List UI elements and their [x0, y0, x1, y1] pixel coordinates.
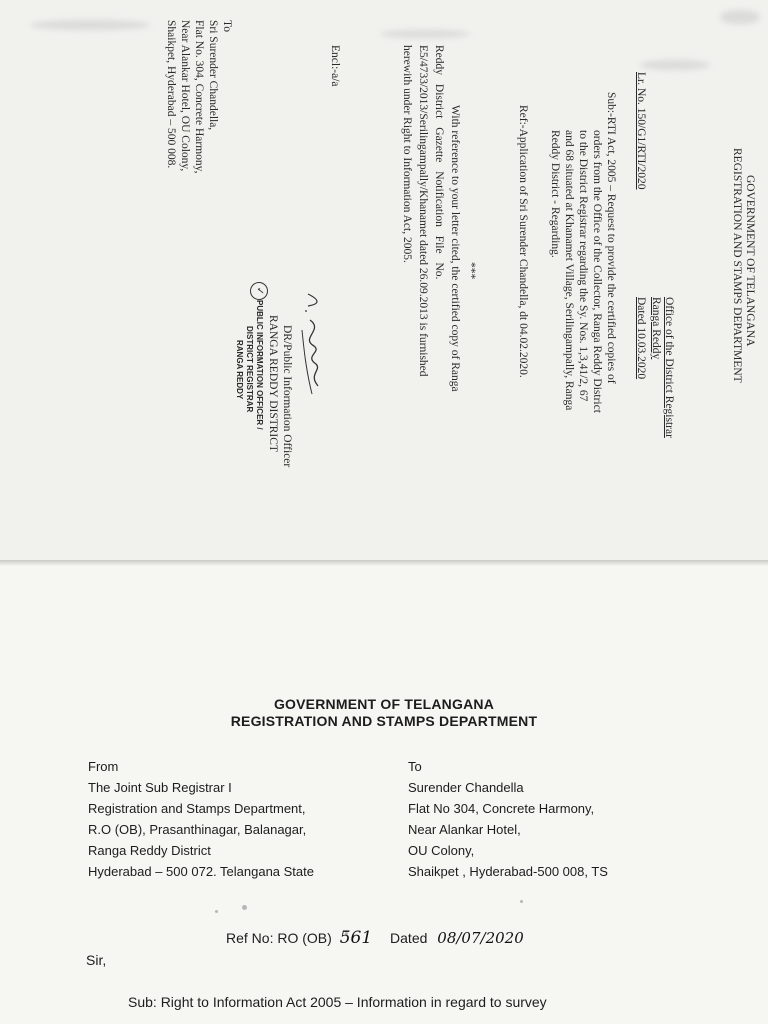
- signatory-district: RANGA REDDY DISTRICT: [267, 315, 279, 452]
- to-line: Shaikpet , Hyderabad-500 008, TS: [408, 864, 608, 879]
- body-line: herewith under Right to Information Act, 2005.: [401, 45, 413, 263]
- to-line: Near Alankar Hotel,: [408, 822, 521, 837]
- subject-line: and 68 situated at Khanamet Village, Serilingampally, Ranga: [563, 130, 575, 411]
- letter-header-line1: GOVERNMENT OF TELANGANA: [273, 696, 495, 712]
- from-line: The Joint Sub Registrar I: [88, 780, 232, 795]
- enclosure-note: Encl:-a/a: [329, 45, 341, 87]
- to-line: To: [221, 20, 233, 32]
- to-line: Near Alankar Hotel, OU Colony,: [179, 20, 191, 172]
- office-line2: Ranga Reddy: [650, 297, 662, 360]
- office-dated: Dated 10.03.2020: [635, 297, 647, 380]
- to-address: [408, 756, 608, 882]
- to-line: Shaikpet, Hyderabad – 500 008.: [165, 20, 177, 169]
- body-line: With reference to your letter cited, the certified copy of Ranga: [449, 105, 461, 392]
- from-line: R.O (OB), Prasanthinagar, Balanagar,: [88, 822, 307, 837]
- to-line: OU Colony,: [408, 843, 475, 858]
- from-line: Registration and Stamps Department,: [88, 801, 306, 816]
- letter-number: Lr. No. 150/G1/RTI/2020: [635, 72, 647, 190]
- handwritten-signature: [294, 290, 328, 400]
- subject-line: Reddy District - Regarding.: [549, 130, 561, 258]
- subject-line: orders from the Office of the Collector, Ranga Reddy District: [591, 130, 603, 413]
- official-stamp-icon: ✓: [250, 282, 268, 300]
- ref-number-handwritten: 561: [339, 928, 373, 948]
- subject-line: Sub: Right to Information Act 2005 – Information in regard to survey: [128, 994, 547, 1010]
- signatory-title: DR/Public Information Officer: [281, 325, 293, 468]
- from-line: From: [88, 759, 119, 774]
- office-line1: Office of the District Registrar: [663, 297, 675, 438]
- rti-response-letter: [0, 560, 768, 1024]
- stamp-line1: PUBLIC INFORMATION OFFICER /: [255, 300, 264, 430]
- to-line: To: [408, 759, 422, 774]
- from-address: [88, 756, 314, 882]
- to-line: Flat No 304, Concrete Harmony,: [408, 801, 595, 816]
- reference-number-line: [226, 928, 524, 948]
- body-line: Reddy District Gazette Notification File No.: [433, 45, 445, 280]
- ref-label: Ref No: RO (OB): [226, 930, 332, 946]
- gov-header-line1: GOVERNMENT OF TELANGANA: [744, 175, 756, 347]
- from-line: Ranga Reddy District: [88, 843, 211, 858]
- separator: ***: [465, 262, 477, 280]
- subject-line: to the District Registrar regarding the Sy. Nos. 1,3,41/2, 67: [577, 130, 589, 402]
- gov-header-line2: REGISTRATION AND STAMPS DEPARTMENT: [731, 148, 743, 383]
- dated-label: Dated: [390, 930, 428, 946]
- stamp-line2: DISTRICT REGISTRAR: [245, 326, 254, 413]
- to-line: Sri Surender Chandella,: [207, 20, 219, 131]
- to-line: Flat No. 304, Concrete Harmony,: [193, 20, 205, 174]
- salutation: Sir,: [86, 952, 107, 968]
- from-line: Hyderabad – 500 072. Telangana State: [88, 864, 314, 879]
- to-line: Surender Chandella: [408, 780, 524, 795]
- stamp-line3: RANGA REDDY: [235, 340, 244, 400]
- subject-line: Sub:-RTI Act, 2005 – Request to provide the certified copies of: [605, 92, 617, 384]
- body-line: E5/4733/2013/Serilingampally/Khanamet dated 26.09.2013 is furnished: [417, 45, 429, 377]
- reference-line: Ref:-Application of Sri Surender Chandella, dt 04.02.2020.: [517, 105, 529, 378]
- dated-value-handwritten: 08/07/2020: [437, 929, 524, 947]
- letter-header-line2: REGISTRATION AND STAMPS DEPARTMENT: [230, 713, 538, 729]
